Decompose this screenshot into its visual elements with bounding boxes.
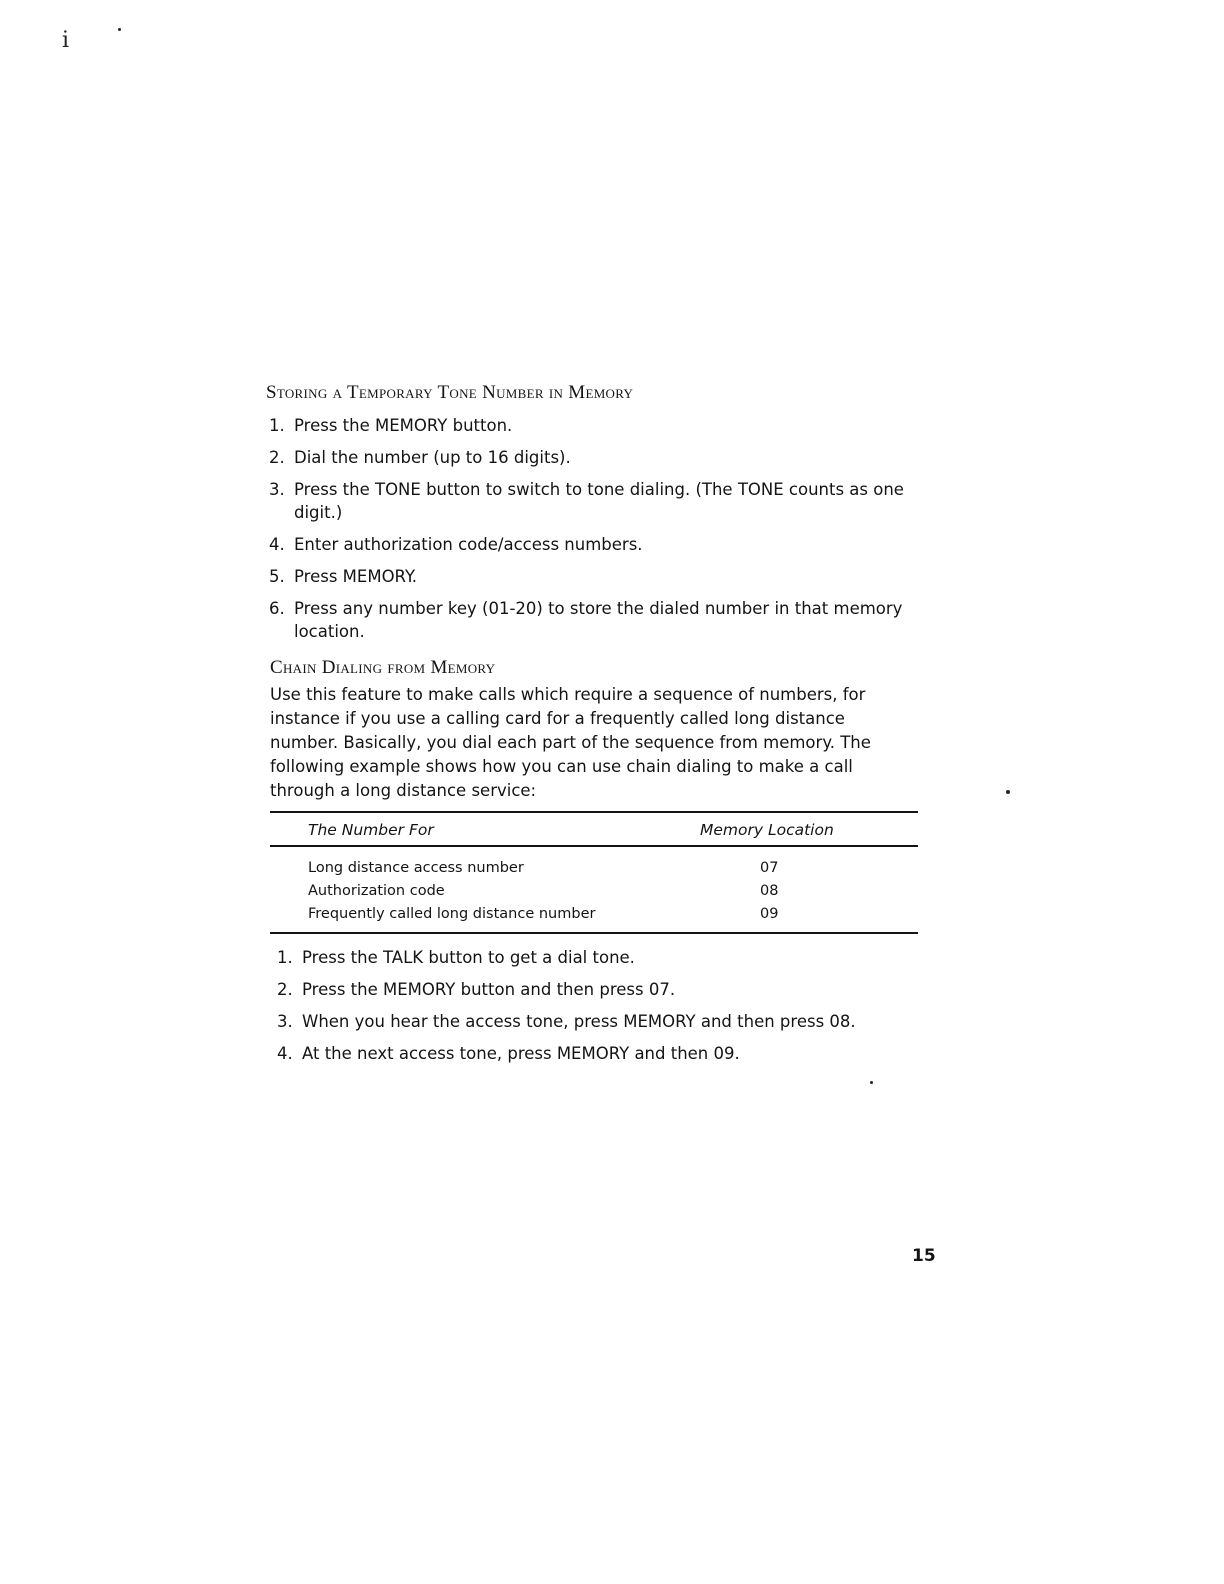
page-number: 15 <box>912 1246 936 1266</box>
step-text: When you hear the access tone, press MEMORY and then press 08. <box>302 1012 856 1031</box>
table-row <box>270 903 918 926</box>
step-text: At the next access tone, press MEMORY and then 09. <box>302 1044 740 1063</box>
column-header-number-for: The Number For <box>308 821 434 839</box>
list-item <box>268 597 926 643</box>
page-content <box>266 382 926 1074</box>
table-row <box>270 880 918 903</box>
margin-mark: i <box>62 28 70 53</box>
step-number: 1. <box>269 416 285 435</box>
list-item <box>276 978 926 1001</box>
scan-speck <box>1006 790 1010 794</box>
step-number: 6. <box>269 599 285 618</box>
step-text: Dial the number (up to 16 digits). <box>294 448 571 467</box>
step-number: 2. <box>269 448 285 467</box>
list-item <box>268 565 926 588</box>
cell-number-for: Frequently called long distance number <box>308 906 596 922</box>
section-heading-temporary-tone: Storing a Temporary Tone Number in Memory <box>266 382 634 403</box>
step-text: Press any number key (01-20) to store the dialed number in that memory location. <box>294 599 903 641</box>
step-text: Press the TALK button to get a dial tone. <box>302 948 635 967</box>
list-item <box>268 478 926 524</box>
table-row <box>270 857 918 880</box>
step-text: Press the MEMORY button. <box>294 416 513 435</box>
cell-memory-location: 07 <box>760 860 779 876</box>
scan-speck <box>870 1081 873 1084</box>
step-text: Press the TONE button to switch to tone dialing. (The TONE counts as one digit.) <box>294 480 904 522</box>
list-item <box>276 946 926 969</box>
column-header-memory-location: Memory Location <box>700 821 834 839</box>
step-number: 3. <box>277 1012 293 1031</box>
cell-number-for: Long distance access number <box>308 860 524 876</box>
step-number: 2. <box>277 980 293 999</box>
table-header-row <box>270 813 918 847</box>
step-text: Press the MEMORY button and then press 07. <box>302 980 676 999</box>
scan-speck <box>118 28 121 31</box>
step-number: 5. <box>269 567 285 586</box>
step-number: 3. <box>269 480 285 499</box>
steps-list-temporary-tone <box>266 414 926 643</box>
step-number: 4. <box>277 1044 293 1063</box>
step-text: Press MEMORY. <box>294 567 417 586</box>
cell-memory-location: 08 <box>760 883 779 899</box>
memory-location-table <box>270 811 918 934</box>
step-number: 1. <box>277 948 293 967</box>
step-number: 4. <box>269 535 285 554</box>
table-body <box>270 847 918 932</box>
list-item <box>276 1042 926 1065</box>
steps-list-chain-dialing <box>274 946 926 1065</box>
list-item <box>268 414 926 437</box>
chain-dialing-paragraph: Use this feature to make calls which require a sequence of numbers, for instance if you use a calling card for a frequently called long distance number. Basically, you dial each part of the sequence from memory. The following example shows how you can use chain dialing to make a call through a long distance service: <box>270 685 871 800</box>
section-heading-chain-dialing: Chain Dialing from Memory <box>270 657 496 678</box>
cell-number-for: Authorization code <box>308 883 445 899</box>
list-item <box>268 533 926 556</box>
cell-memory-location: 09 <box>760 906 779 922</box>
list-item <box>276 1010 926 1033</box>
step-text: Enter authorization code/access numbers. <box>294 535 643 554</box>
list-item <box>268 446 926 469</box>
